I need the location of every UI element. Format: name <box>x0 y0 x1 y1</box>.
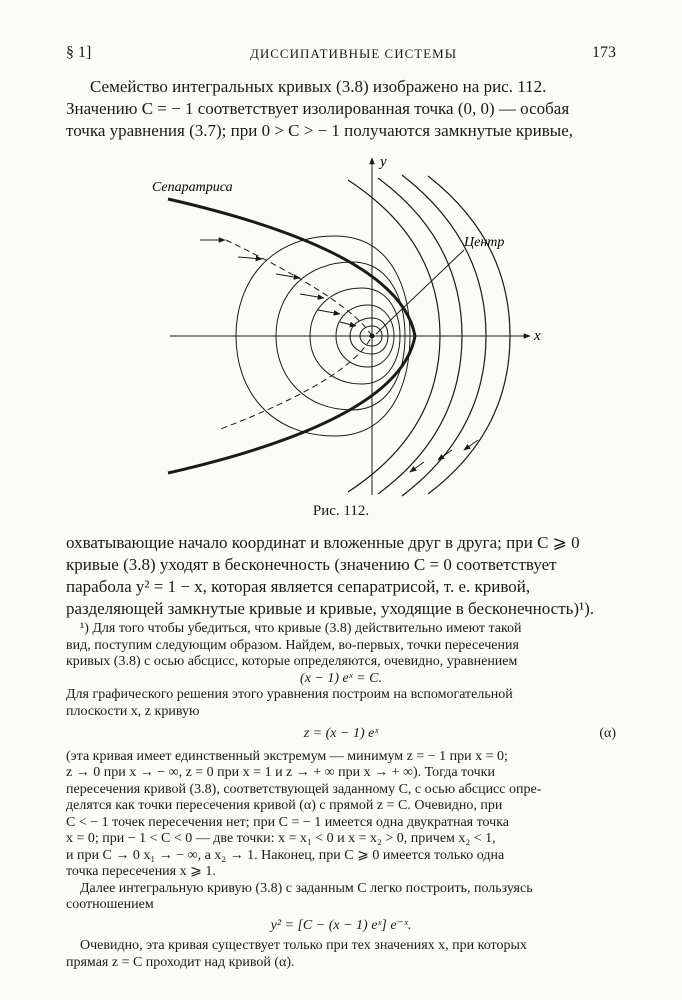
center-label: Центр <box>464 235 505 250</box>
text-line: Значению C = − 1 соответствует изолированная точка (0, 0) — особая <box>66 99 570 118</box>
text-line: разделяющей замкнутые кривые и кривые, уходящие в бесконечность)¹). <box>66 599 595 618</box>
after-figure-paragraph <box>66 532 616 620</box>
footnote-line: Далее интегральную кривую (3.8) с заданным C легко построить, пользуясь <box>80 880 533 896</box>
direction-arrows <box>200 240 478 472</box>
y-axis-label: y <box>380 154 387 170</box>
dashed-line <box>218 240 372 430</box>
text-line: кривые (3.8) уходят в бесконечность (значению C = 0 соответствует <box>66 555 557 574</box>
footnote-line: прямая z = C проходит над кривой (α). <box>66 954 295 970</box>
text-line: охватывающие начало координат и вложенные друг в друга; при C ⩾ 0 <box>66 533 580 552</box>
figure-caption: Рис. 112. <box>312 503 370 519</box>
footnote-line: ¹) Для того чтобы убедиться, что кривые (3.8) действительно имеют такой <box>80 621 522 636</box>
footnote-line: C < − 1 точек пересечения нет; при C = − 1 имеется одна двукратная точка <box>66 814 510 830</box>
direction-arrow <box>340 322 356 326</box>
footnote <box>66 621 616 971</box>
equation-alpha-number: (α) <box>599 726 616 741</box>
footnote-line: Для графического решения этого уравнения построим на вспомогательной <box>66 687 513 702</box>
direction-arrow <box>438 450 452 460</box>
direction-arrow <box>276 274 300 278</box>
text-line: парабола y² = 1 − x, которая является сепаратрисой, т. е. кривой, <box>66 577 531 596</box>
direction-arrow <box>238 257 262 259</box>
footnote-line: x = 0; при − 1 < C < 0 — две точки: x = x₁ < 0 и x = x₂ > 0, причем x₂ < 1, <box>66 831 496 846</box>
direction-arrow <box>300 294 324 298</box>
footnote-line: соотношением <box>66 897 154 912</box>
section-mark: § 1] <box>66 44 92 61</box>
separatrix-label: Сепаратриса <box>152 180 233 195</box>
equation-1: (x − 1) eˣ = C. <box>300 670 382 686</box>
footnote-line: делятся как точки пересечения кривой (α) с прямой z = C. Очевидно, при <box>66 798 503 813</box>
footnote-line: вид, поступим следующим образом. Найдем, во-первых, точки пересечения <box>66 637 519 653</box>
direction-arrow <box>318 310 340 314</box>
equation-alpha-text: z = (x − 1) eˣ <box>303 726 379 741</box>
page-number: 173 <box>592 44 616 61</box>
footnote-line: (эта кривая имеет единственный экстремум — минимум z = − 1 при x = 0; <box>66 748 508 764</box>
footnote-line: точка пересечения x ⩾ 1. <box>66 864 216 879</box>
running-title: ДИССИПАТИВНЫЕ СИСТЕМЫ <box>250 46 458 61</box>
equation-3: y² = [C − (x − 1) eˣ] e⁻ˣ. <box>270 917 412 933</box>
footnote-line: z → 0 при x → − ∞, z = 0 при x = 1 и z → + ∞ при x → + ∞). Тогда точки <box>66 765 495 780</box>
text-line: Семейство интегральных кривых (3.8) изображено на рис. 112. <box>90 77 547 96</box>
footnote-line: и при C → 0 x₁ → − ∞, а x₂ → 1. Наконец, при C ⩾ 0 имеется только одна <box>66 847 505 863</box>
footnote-line: плоскости x, z кривую <box>66 703 200 719</box>
footnote-line: Очевидно, эта кривая существует только при тех значениях x, при которых <box>80 938 527 953</box>
footnote-line: пересечения кривой (3.8), соответствующей заданному C, с осью абсцисс опре- <box>66 781 542 797</box>
x-axis-label: x <box>534 328 541 344</box>
center-point <box>370 334 375 339</box>
text-line: точка уравнения (3.7); при 0 > C > − 1 получаются замкнутые кривые, <box>66 121 573 140</box>
equation-alpha <box>66 726 616 743</box>
footnote-line: кривых (3.8) с осью абсцисс, которые определяются, очевидно, уравнением <box>66 654 518 669</box>
